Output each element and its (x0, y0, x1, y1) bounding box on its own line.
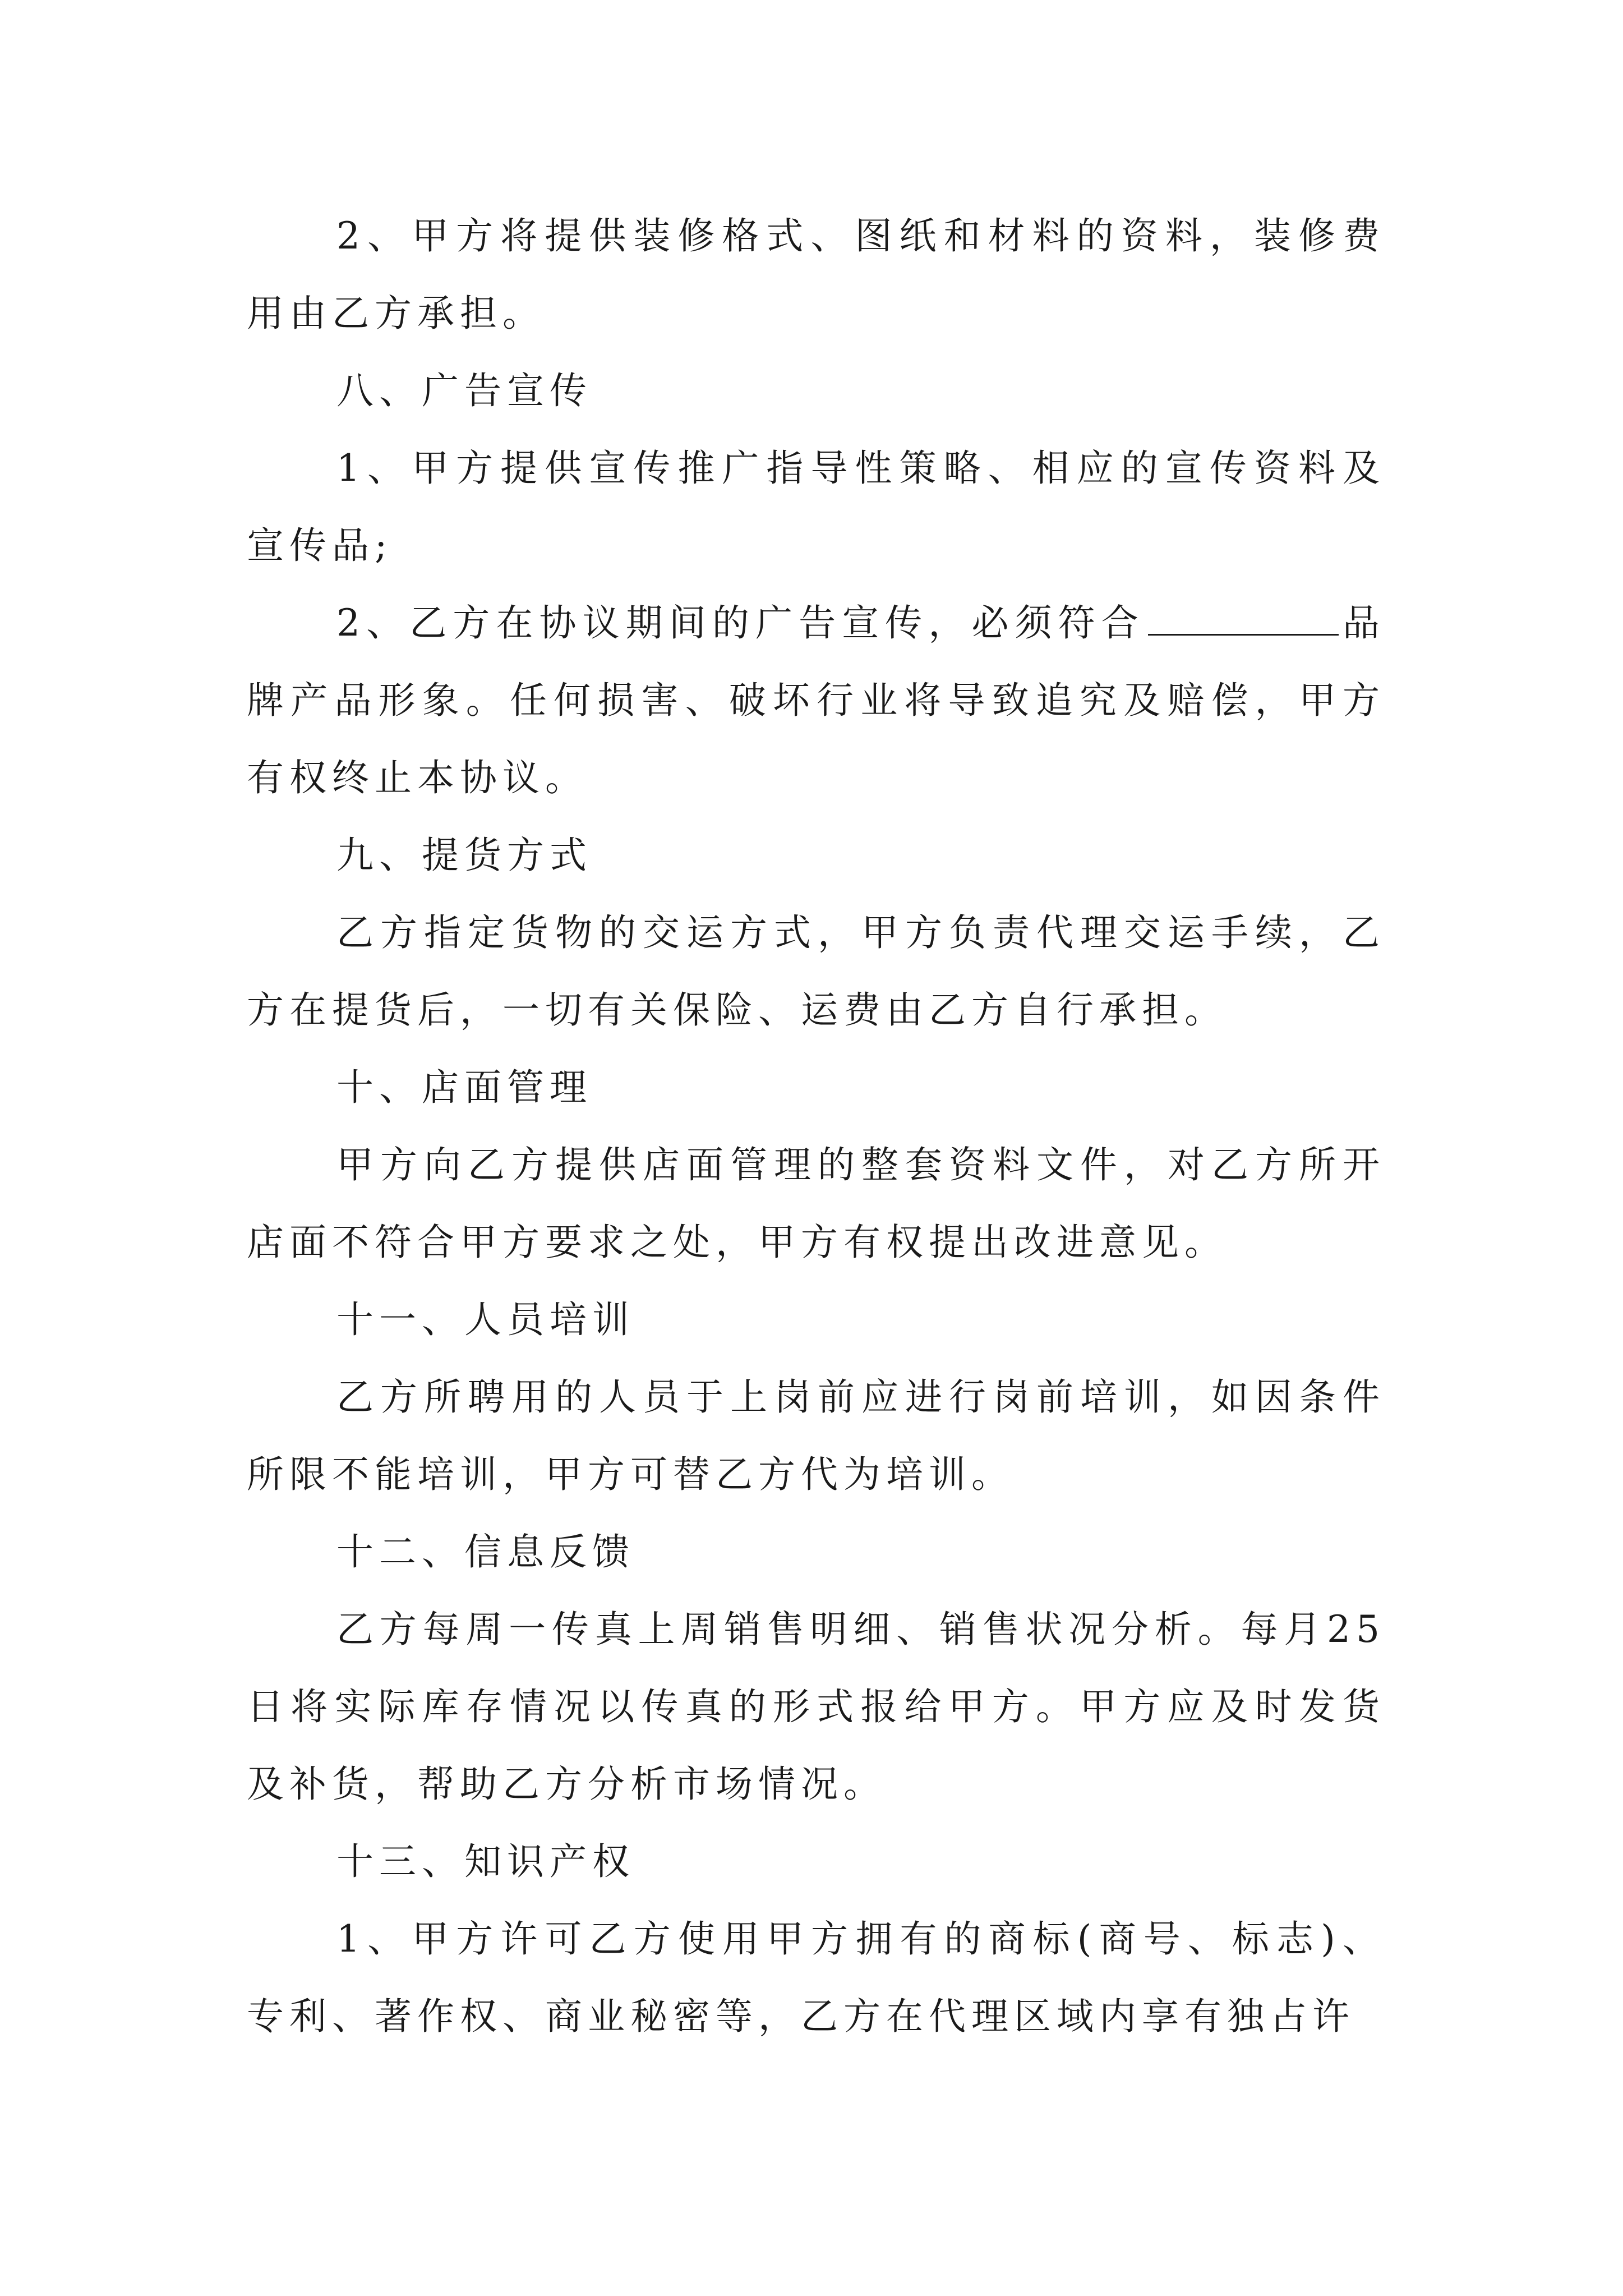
section-heading-intellectual-property: 十三、知识产权 (336, 1840, 635, 1883)
paragraph-intellectual-property: 1、甲方许可乙方使用甲方拥有的商标(商号、标志)、专利、著作权、商业秘密等，乙方在代理区域内享有独占许 (247, 1917, 1385, 2038)
brand-clause-before: 2、乙方在协议期间的广告宣传，必须符合 (336, 601, 1145, 645)
paragraph-decoration-cost: 2、甲方将提供装修格式、图纸和材料的资料，装修费用由乙方承担。 (247, 214, 1385, 335)
section-heading-advertising: 八、广告宣传 (336, 369, 592, 412)
paragraph-feedback: 乙方每周一传真上周销售明细、销售状况分析。每月25日将实际库存情况以传真的形式报给甲方。甲方应及时发货及补货，帮助乙方分析市场情况。 (247, 1608, 1385, 1806)
paragraph-store-management: 甲方向乙方提供店面管理的整套资料文件，对乙方所开店面不符合甲方要求之处，甲方有权提出改进意见。 (247, 1143, 1385, 1264)
section-heading-training: 十一、人员培训 (336, 1298, 635, 1341)
section-heading-delivery: 九、提货方式 (336, 834, 592, 877)
paragraph-promotion-materials: 1、甲方提供宣传推广指导性策略、相应的宣传资料及宣传品; (247, 447, 1385, 567)
brand-clause-after: 品牌产品形象。任何损害、破坏行业将导致追究及赔偿，甲方有权终止本协议。 (247, 601, 1386, 799)
paragraph-brand-image (247, 585, 1385, 817)
document-body (247, 197, 1385, 2055)
paragraph-delivery: 乙方指定货物的交运方式，甲方负责代理交运手续，乙方在提货后，一切有关保险、运费由乙方自行承担。 (247, 911, 1385, 1032)
section-heading-feedback: 十二、信息反馈 (336, 1530, 635, 1573)
section-heading-store-management: 十、店面管理 (336, 1066, 592, 1109)
paragraph-training: 乙方所聘用的人员于上岗前应进行岗前培训，如因条件所限不能培训，甲方可替乙方代为培训。 (247, 1375, 1385, 1496)
brand-name-blank (1148, 600, 1339, 636)
